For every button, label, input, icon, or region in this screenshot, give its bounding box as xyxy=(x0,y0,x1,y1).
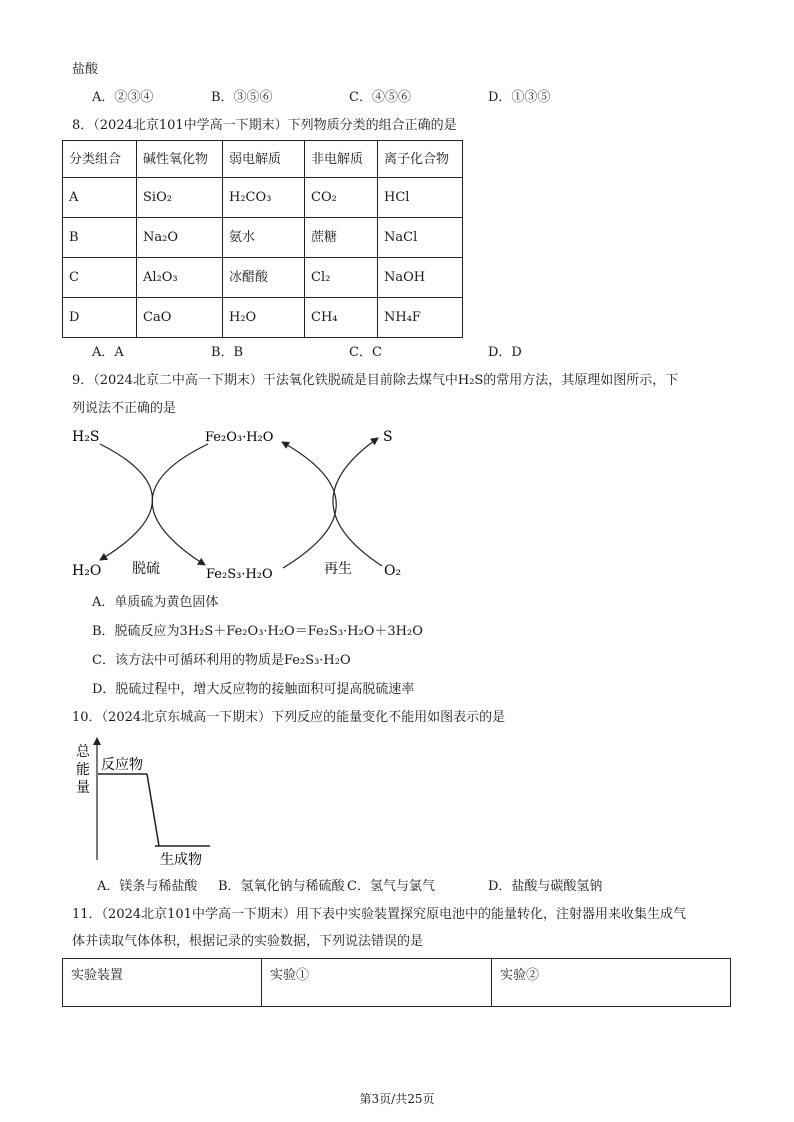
page-footer: 第3页/共25页 xyxy=(359,1092,435,1106)
q7-option-a: A．②③④ xyxy=(92,90,154,105)
energy-drop-line xyxy=(147,774,159,846)
q9-stem-line2: 列说法不正确的是 xyxy=(72,401,177,416)
table-cell: Na₂O xyxy=(137,218,223,258)
q9-option-c: C．该方法中可循环利用的物质是Fe₂S₃·H₂O xyxy=(92,653,351,668)
label-regeneration: 再生 xyxy=(324,561,352,577)
q9-stem-line1: 9．（2024北京二中高一下期末）干法氧化铁脱硫是目前除去煤气中H₂S的常用方法，其原理如图所示，下 xyxy=(72,373,679,388)
q11-experiment-table xyxy=(62,958,731,1007)
table-cell: C xyxy=(63,258,137,298)
curve-fe2s3-to-fe2o3 xyxy=(282,442,336,568)
q10-energy-diagram xyxy=(0,730,300,870)
table-header-cell: 离子化合物 xyxy=(378,141,463,178)
q7-option-b: B．③⑤⑥ xyxy=(211,90,273,105)
q8-stem: 8．（2024北京101中学高一下期末）下列物质分类的组合正确的是 xyxy=(72,118,457,133)
q11-stem-line2: 体并读取气体体积，根据记录的实验数据，下列说法错误的是 xyxy=(72,934,424,949)
table-header-cell: 实验① xyxy=(262,959,492,1007)
table-header-cell: 非电解质 xyxy=(305,141,378,178)
table-cell: NH₄F xyxy=(378,298,463,338)
table-cell: A xyxy=(63,178,137,218)
y-label-char: 总 xyxy=(76,744,90,760)
curve-o2-to-s xyxy=(333,438,382,566)
q7-option-c: C．④⑤⑥ xyxy=(349,90,411,105)
table-cell: Al₂O₃ xyxy=(137,258,223,298)
label-reactants: 反应物 xyxy=(101,757,143,773)
q8-option-d: D．D xyxy=(488,345,522,360)
table-header-row xyxy=(63,959,731,1007)
q10-option-b: B．氢氧化钠与稀硫酸 xyxy=(218,879,345,894)
label-h2s: H₂S xyxy=(72,429,100,445)
label-h2o: H₂O xyxy=(72,563,102,579)
label-o2: O₂ xyxy=(384,563,402,579)
table-header-cell: 分类组合 xyxy=(63,141,137,178)
curve-fe2o3-to-fe2s3 xyxy=(152,444,208,565)
q8-option-c: C．C xyxy=(349,345,382,360)
y-label-char: 能 xyxy=(76,762,90,778)
table-cell: NaCl xyxy=(378,218,463,258)
label-s: S xyxy=(383,429,393,445)
table-cell: CH₄ xyxy=(305,298,378,338)
label-fe2s3-h2o: Fe₂S₃·H₂O xyxy=(206,567,273,582)
table-cell: 冰醋酸 xyxy=(223,258,305,298)
table-cell: CO₂ xyxy=(305,178,378,218)
q7-continuation: 盐酸 xyxy=(72,62,99,77)
q9-option-d: D．脱硫过程中，增大反应物的接触面积可提高脱硫速率 xyxy=(92,682,415,697)
q10-option-d: D．盐酸与碳酸氢钠 xyxy=(488,879,603,894)
table-header-cell: 弱电解质 xyxy=(223,141,305,178)
y-label-char: 量 xyxy=(76,780,90,796)
table-cell: 氨水 xyxy=(223,218,305,258)
q7-option-d: D．①③⑤ xyxy=(488,90,551,105)
table-header-cell: 实验装置 xyxy=(63,959,262,1007)
q9-option-b: B．脱硫反应为3H₂S＋Fe₂O₃·H₂O＝Fe₂S₃·H₂O＋3H₂O xyxy=(92,624,423,639)
q11-stem-line1: 11．（2024北京101中学高一下期末）用下表中实验装置探究原电池中的能量转化，注射器用来收集生成气 xyxy=(72,907,686,922)
table-header-cell: 实验② xyxy=(492,959,731,1007)
table-cell: HCl xyxy=(378,178,463,218)
table-cell: H₂CO₃ xyxy=(223,178,305,218)
q10-option-c: C．氢气与氯气 xyxy=(347,879,435,894)
table-cell: 蔗糖 xyxy=(305,218,378,258)
q9-option-a: A．单质硫为黄色固体 xyxy=(92,595,219,610)
table-cell: B xyxy=(63,218,137,258)
table-cell: Cl₂ xyxy=(305,258,378,298)
q10-option-a: A．镁条与稀盐酸 xyxy=(97,879,198,894)
label-products: 生成物 xyxy=(160,852,202,868)
label-desulfurization: 脱硫 xyxy=(132,561,160,577)
curve-h2s-to-h2o xyxy=(100,444,153,560)
table-cell: SiO₂ xyxy=(137,178,223,218)
table-header-cell: 碱性氧化物 xyxy=(137,141,223,178)
table-cell: D xyxy=(63,298,137,338)
table-cell: CaO xyxy=(137,298,223,338)
label-fe2o3-h2o: Fe₂O₃·H₂O xyxy=(205,430,274,445)
table-cell: H₂O xyxy=(223,298,305,338)
q8-option-b: B．B xyxy=(211,345,244,360)
table-cell: NaOH xyxy=(378,258,463,298)
q8-option-a: A．A xyxy=(92,345,124,360)
q10-stem: 10．（2024北京东城高一下期末）下列反应的能量变化不能用如图表示的是 xyxy=(72,710,506,725)
